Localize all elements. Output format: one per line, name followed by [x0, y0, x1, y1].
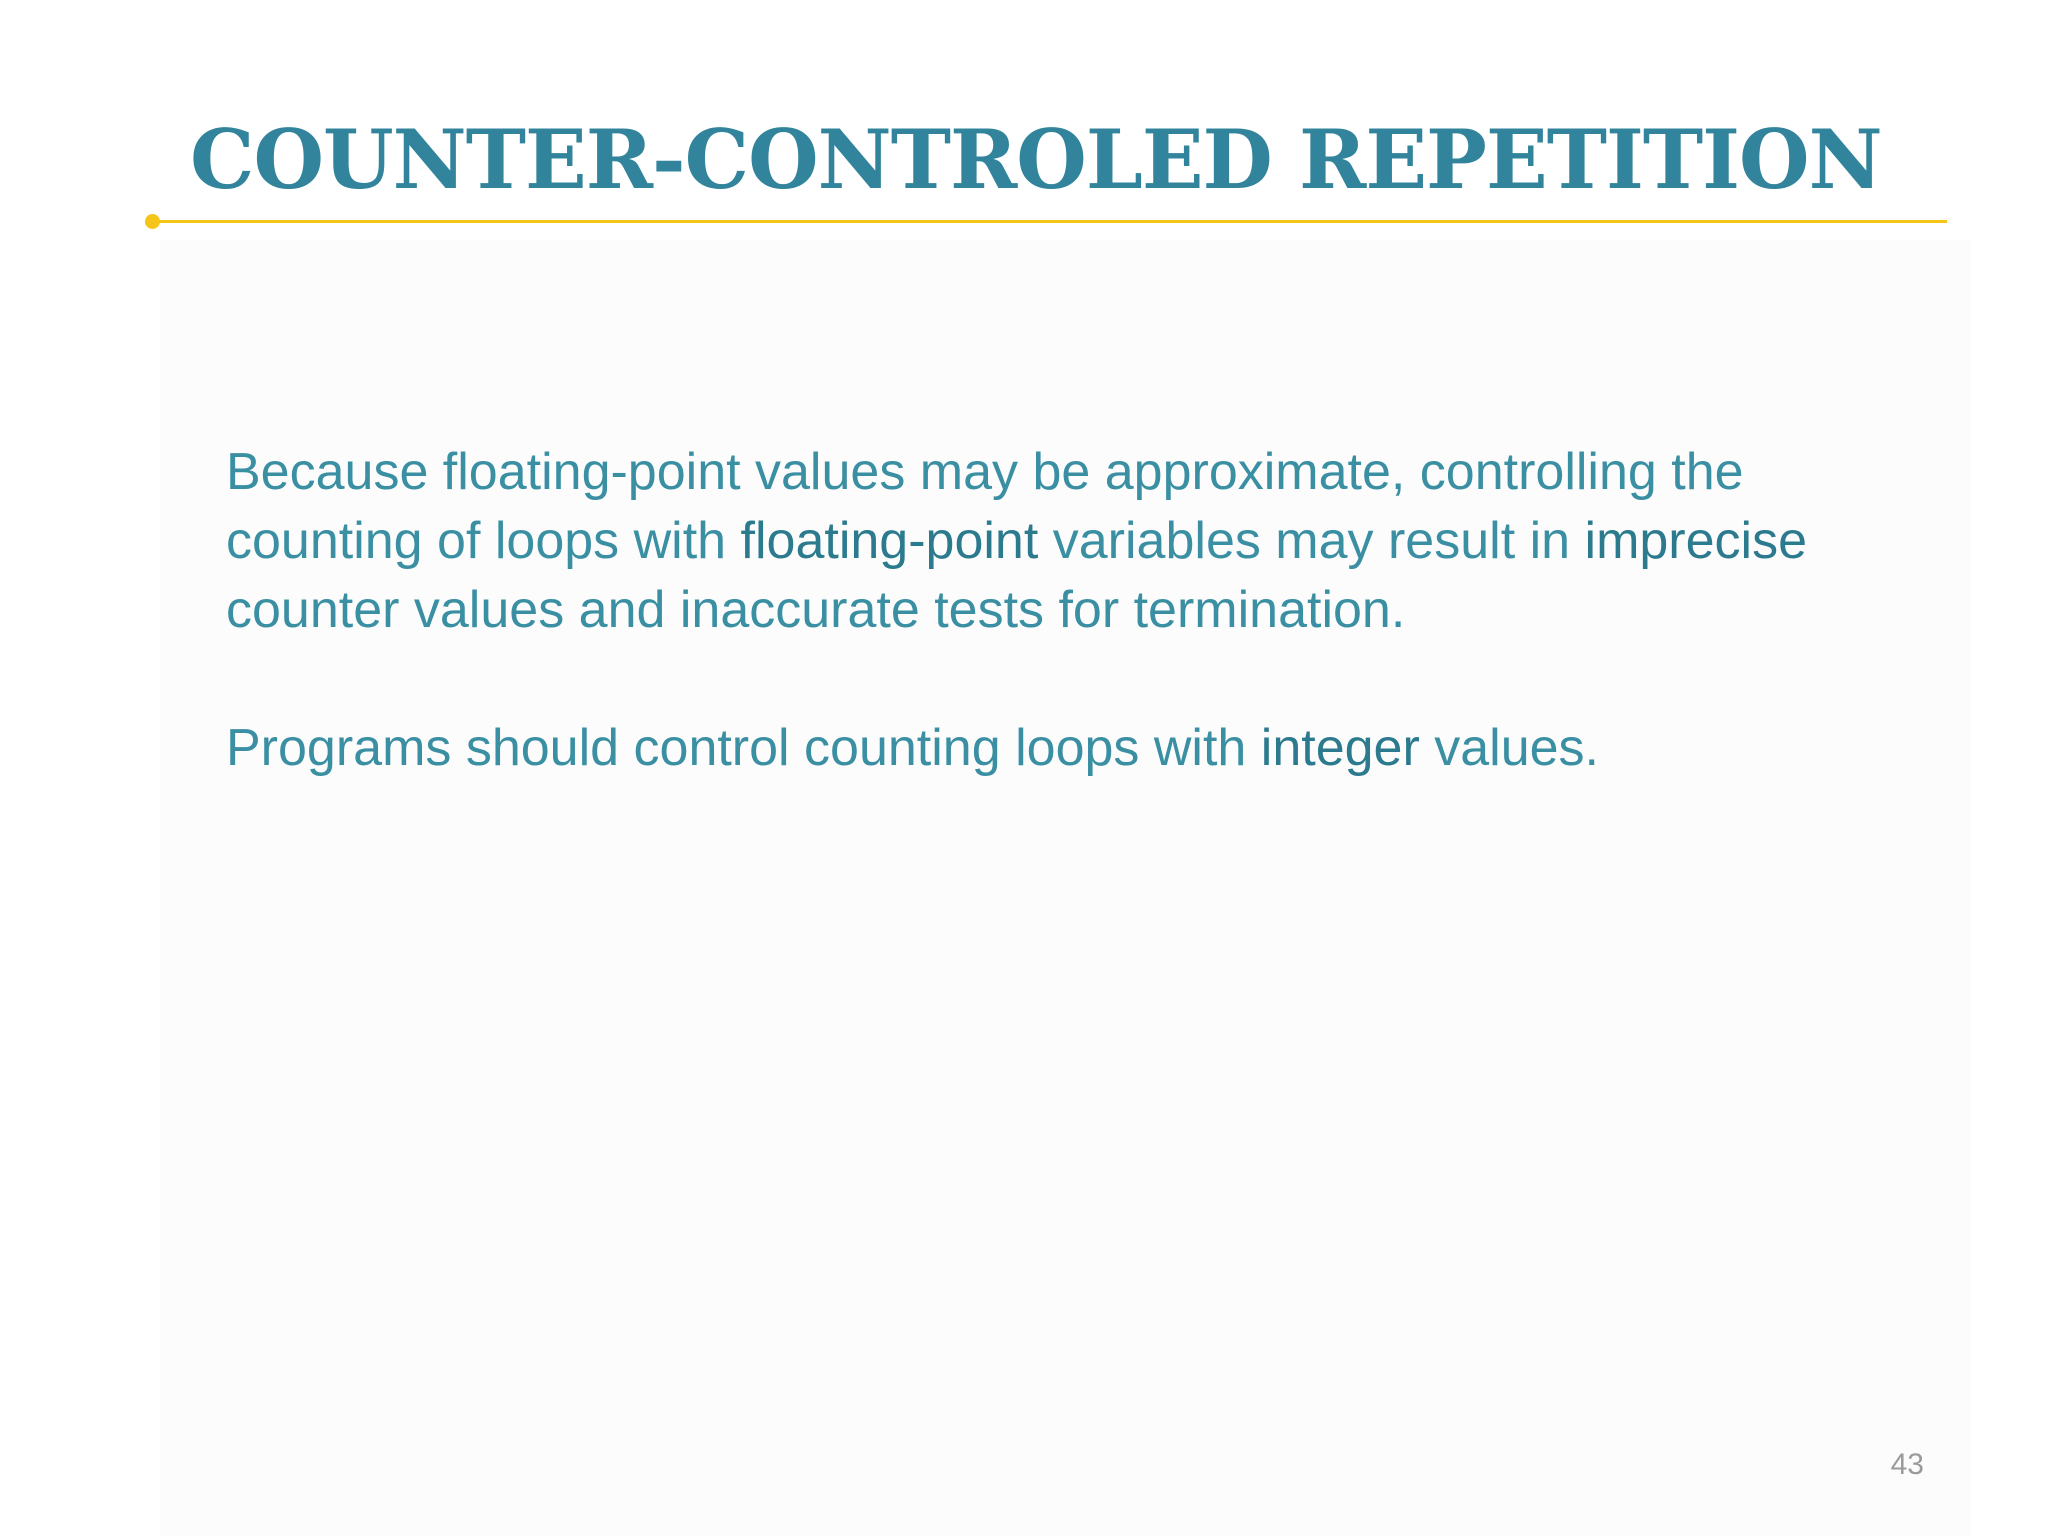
keyword-floating-point: floating-point — [740, 512, 1039, 570]
paragraph-1 — [226, 438, 1906, 645]
content-panel — [160, 240, 1970, 1536]
paragraph-1-line-2-middle: variables may result in — [1038, 512, 1585, 570]
title-underline — [152, 220, 1947, 223]
title-underline-dot — [145, 214, 160, 229]
slide-body — [226, 438, 1906, 783]
paragraph-spacer — [226, 645, 1906, 714]
keyword-integer: integer — [1260, 719, 1420, 777]
keyword-imprecise: imprecise — [1584, 512, 1808, 570]
page-number: 43 — [1890, 1448, 1924, 1481]
paragraph-2-start: Programs should control counting loops with — [226, 719, 1261, 777]
paragraph-1-line-1: Because floating-point values may be approximate, controlling the — [226, 443, 1744, 501]
paragraph-1-line-3: counter values and inaccurate tests for termination. — [226, 581, 1406, 639]
paragraph-2 — [226, 714, 1906, 783]
slide-title: COUNTER-CONTROLED REPETITION — [190, 113, 1882, 208]
paragraph-2-end: values. — [1419, 719, 1599, 777]
paragraph-1-line-2-start: counting of loops with — [226, 512, 741, 570]
